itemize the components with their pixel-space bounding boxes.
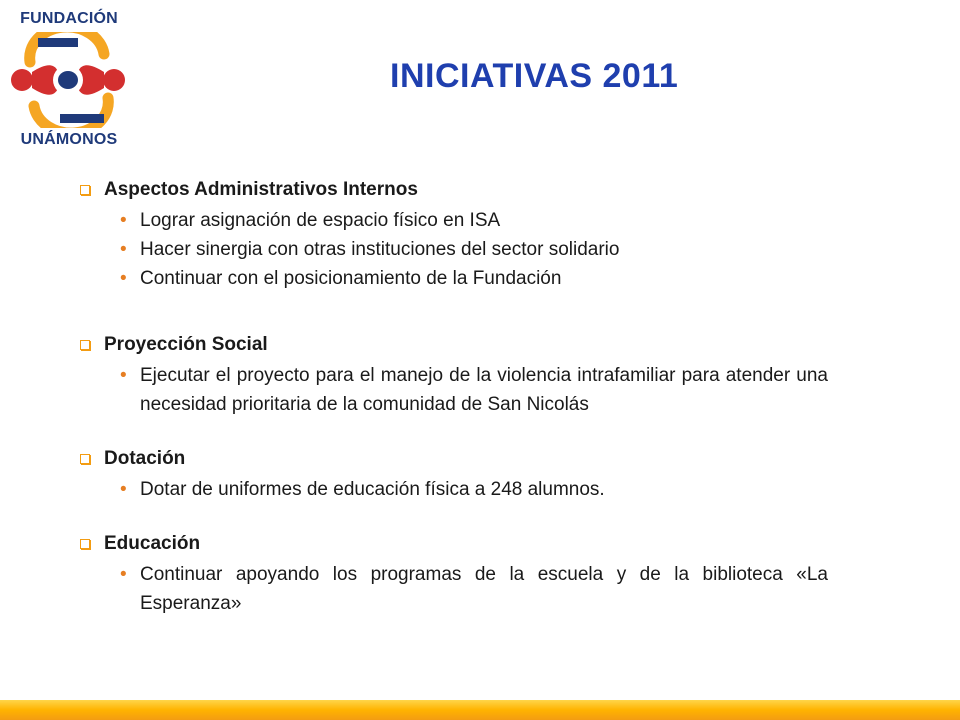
square-bullet-icon bbox=[80, 539, 90, 549]
square-bullet-icon bbox=[80, 340, 90, 350]
section-administrative bbox=[78, 178, 828, 293]
section-heading: Educación bbox=[104, 533, 201, 554]
list-item: • Continuar con el posicionamiento de la Fundación bbox=[78, 264, 828, 293]
initiatives-list bbox=[78, 178, 828, 646]
dot-bullet-icon: • bbox=[120, 365, 127, 386]
list-item: • Continuar apoyando los programas de la escuela y de la biblioteca «La Esperanza» bbox=[78, 560, 828, 618]
logo-bottom-text: UNÁMONOS bbox=[20, 131, 118, 148]
section-heading: Dotación bbox=[104, 448, 186, 469]
list-item: • Dotar de uniformes de educación física a 248 alumnos. bbox=[78, 475, 828, 504]
dot-bullet-icon: • bbox=[120, 268, 127, 289]
list-item: • Hacer sinergia con otras instituciones del sector solidario bbox=[78, 235, 828, 264]
dot-bullet-icon: • bbox=[120, 564, 127, 585]
footer-bar bbox=[0, 700, 960, 720]
section-education bbox=[78, 532, 828, 618]
foundation-logo bbox=[8, 8, 130, 150]
section-endowment bbox=[78, 447, 828, 504]
list-item: • Ejecutar el proyecto para el manejo de la violencia intrafamiliar para atender una necesidad prioritaria de la comunidad de San Nicolás bbox=[78, 361, 828, 419]
square-bullet-icon bbox=[80, 454, 90, 464]
logo-top-text: FUNDACIÓN bbox=[20, 10, 118, 27]
dot-bullet-icon: • bbox=[120, 479, 127, 500]
logo-emblem-icon bbox=[8, 32, 130, 128]
dot-bullet-icon: • bbox=[120, 239, 127, 260]
square-bullet-icon bbox=[80, 185, 90, 195]
list-item: • Lograr asignación de espacio físico en ISA bbox=[78, 206, 828, 235]
section-heading: Aspectos Administrativos Internos bbox=[104, 179, 418, 200]
section-social-projection bbox=[78, 333, 828, 419]
section-heading: Proyección Social bbox=[104, 334, 268, 355]
dot-bullet-icon: • bbox=[120, 210, 127, 231]
page-title: INICIATIVAS 2011 bbox=[390, 57, 679, 95]
